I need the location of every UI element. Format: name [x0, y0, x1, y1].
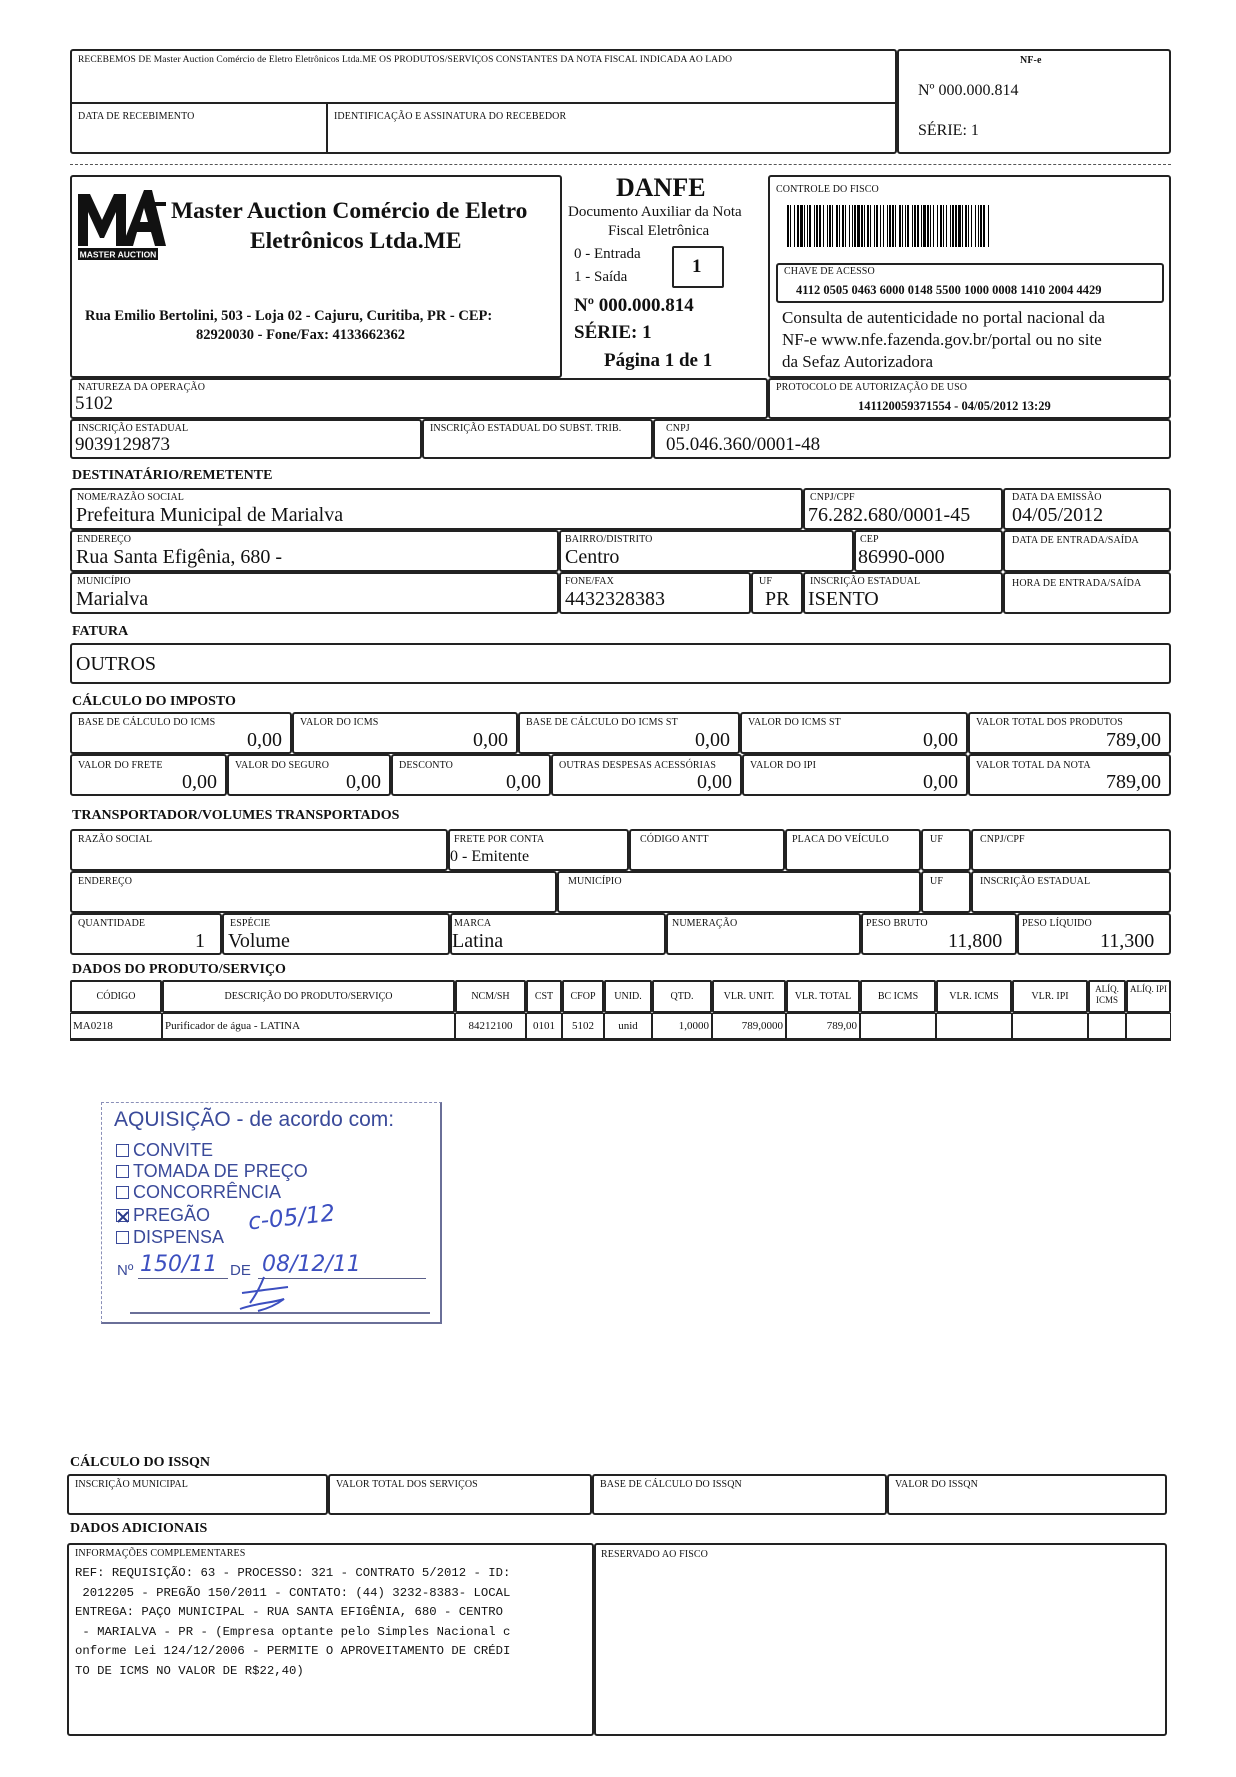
emitente-address-line2: 82920030 - Fone/Fax: 4133662362: [196, 327, 406, 343]
danfe-entrada: 0 - Entrada: [574, 246, 641, 262]
stamp-checkbox-icon: [116, 1186, 129, 1199]
cnpj-emitente-value: 05.046.360/0001-48: [666, 434, 821, 455]
issqn-field-label: VALOR TOTAL DOS SERVIÇOS: [336, 1479, 478, 1490]
produtos-header-label: NCM/SH: [471, 991, 510, 1002]
transp-peso-liquido-value: 11,300: [1100, 930, 1155, 952]
produtos-cell: 1,0000: [678, 1020, 709, 1032]
produtos-cell: 0101: [533, 1020, 555, 1032]
imposto-field-value: 0,00: [247, 729, 282, 751]
stamp-option-label: CONCORRÊNCIA: [133, 1182, 282, 1202]
stamp-pregao-annotation: c-05/12: [246, 1200, 337, 1236]
info-line: ENTREGA: PAÇO MUNICIPAL - RUA SANTA EFIGÊNIA, 680 - CENTRO: [75, 1605, 504, 1619]
natureza-label: NATUREZA DA OPERAÇÃO: [78, 382, 206, 393]
transp-quantidade-value: 1: [195, 930, 205, 952]
canhoto-divider: [70, 102, 897, 104]
identificacao-assinatura-label: IDENTIFICAÇÃO E ASSINATURA DO RECEBEDOR: [334, 111, 567, 122]
consulta-line3: da Sefaz Autorizadora: [782, 352, 934, 371]
produtos-header-label: UNID.: [614, 991, 642, 1002]
transp-frete-label: FRETE POR CONTA: [454, 834, 545, 845]
dest-endereco-value: Rua Santa Efigênia, 680 -: [76, 546, 283, 568]
dest-cnpj-value: 76.282.680/0001-45: [808, 504, 971, 526]
produtos-header-label: VLR. IPI: [1031, 991, 1069, 1002]
imposto-field-label: VALOR DO ICMS ST: [748, 717, 841, 728]
imposto-field-value: 789,00: [1106, 729, 1161, 751]
transp-uf2-label: UF: [930, 876, 943, 887]
produtos-header-label: BC ICMS: [877, 991, 919, 1002]
chave-acesso: 4112 0505 0463 6000 0148 5500 1000 0008 1410 2004 4429: [796, 283, 1102, 297]
info-line: TO DE ICMS NO VALOR DE R$22,40): [75, 1663, 304, 1678]
chave-acesso-label: CHAVE DE ACESSO: [784, 266, 875, 277]
stamp-signature-icon: [236, 1273, 306, 1315]
produtos-header-label: CST: [534, 991, 554, 1002]
data-recebimento-label: DATA DE RECEBIMENTO: [78, 111, 195, 122]
danfe-subtitle-line2: Fiscal Eletrônica: [608, 223, 710, 239]
issqn-field-label: BASE DE CÁLCULO DO ISSQN: [600, 1479, 742, 1490]
stamp-numero-underline: [138, 1278, 228, 1279]
transp-placa-label: PLACA DO VEÍCULO: [792, 834, 889, 845]
produtos-header-label: VLR. UNIT.: [723, 991, 775, 1002]
dest-bairro-label: BAIRRO/DISTRITO: [565, 534, 653, 545]
stamp-checkbox-checked-icon: [116, 1209, 129, 1222]
stamp-numero-prefix: Nº: [117, 1262, 134, 1279]
produtos-bottom-rule: [70, 1039, 1171, 1041]
dest-cep-value: 86990-000: [858, 546, 945, 568]
stamp-option-label: CONVITE: [133, 1140, 214, 1160]
produtos-cell: 5102: [572, 1020, 594, 1032]
stamp-option-label: PREGÃO: [133, 1205, 211, 1225]
dest-cnpj-label: CNPJ/CPF: [810, 492, 855, 503]
produtos-cell: MA0218: [73, 1020, 113, 1032]
dest-nome-value: Prefeitura Municipal de Marialva: [76, 504, 344, 526]
canhoto-recebemos-text: RECEBEMOS DE Master Auction Comércio de Eletro Eletrônicos Ltda.ME OS PRODUTOS/SERVIÇOS CONSTANTES DA NOTA FISCAL INDICADA AO LADO: [78, 55, 733, 65]
ie-value: 9039129873: [75, 434, 170, 455]
dest-ie-label: INSCRIÇÃO ESTADUAL: [810, 576, 921, 587]
dest-hora-label: HORA DE ENTRADA/SAÍDA: [1012, 578, 1142, 589]
dest-emissao-value: 04/05/2012: [1012, 504, 1104, 526]
produtos-cell: Purificador de água - LATINA: [165, 1020, 301, 1032]
transp-peso-bruto-value: 11,800: [948, 930, 1003, 952]
produtos-header-label: CÓDIGO: [96, 991, 136, 1002]
imposto-field-label: BASE DE CÁLCULO DO ICMS: [78, 717, 216, 728]
natureza-value: 5102: [75, 393, 113, 414]
produtos-cell: 789,00: [826, 1020, 857, 1032]
canhoto-nfe-label: NF-e: [1020, 55, 1042, 66]
canhoto-numero: Nº 000.000.814: [918, 82, 1019, 99]
dest-entrada-saida-label: DATA DE ENTRADA/SAÍDA: [1012, 535, 1139, 546]
imposto-field-value: 0,00: [346, 771, 381, 793]
stamp-checkbox-icon: [116, 1144, 129, 1157]
dest-fone-value: 4432328383: [565, 588, 665, 610]
produtos-header-label: CFOP: [570, 991, 596, 1002]
danfe-title: DANFE: [616, 173, 706, 202]
danfe-numero: Nº 000.000.814: [574, 295, 694, 316]
controle-fisco-label: CONTROLE DO FISCO: [776, 184, 879, 195]
info-complementares-label: INFORMAÇÕES COMPLEMENTARES: [75, 1548, 246, 1559]
dest-emissao-label: DATA DA EMISSÃO: [1012, 492, 1102, 503]
produtos-cell-box: [860, 1013, 936, 1039]
transp-peso-bruto-label: PESO BRUTO: [866, 918, 928, 929]
imposto-field-label: VALOR DO FRETE: [78, 760, 163, 771]
stamp-checkbox-icon: [116, 1231, 129, 1244]
imposto-field-label: VALOR TOTAL DOS PRODUTOS: [976, 717, 1123, 728]
imposto-field-label: DESCONTO: [399, 760, 453, 771]
destinatario-section-title: DESTINATÁRIO/REMETENTE: [72, 468, 273, 483]
info-line: REF: REQUISIÇÃO: 63 - PROCESSO: 321 - CONTRATO 5/2012 - ID:: [75, 1566, 511, 1580]
stamp-option-label: TOMADA DE PREÇO: [133, 1161, 308, 1181]
produtos-cell: 789,0000: [741, 1020, 783, 1032]
dest-endereco-label: ENDEREÇO: [77, 534, 132, 545]
danfe-subtitle-line1: Documento Auxiliar da Nota: [568, 204, 742, 220]
stamp-numero: 150/11: [140, 1252, 218, 1277]
issqn-field-label: INSCRIÇÃO MUNICIPAL: [75, 1479, 188, 1490]
transp-especie-value: Volume: [228, 930, 290, 952]
emitente-address-line1: Rua Emilio Bertolini, 503 - Loja 02 - Cajuru, Curitiba, PR - CEP:: [85, 308, 493, 324]
transp-quantidade-label: QUANTIDADE: [78, 918, 146, 929]
produtos-header-label: QTD.: [670, 991, 694, 1002]
fatura-box: [70, 643, 1171, 684]
issqn-section-title: CÁLCULO DO ISSQN: [70, 1455, 211, 1470]
produtos-header-label: ALÍQ. IPI: [1130, 984, 1167, 994]
imposto-field-label: VALOR TOTAL DA NOTA: [976, 760, 1091, 771]
imposto-field-label: VALOR DO SEGURO: [235, 760, 330, 771]
ie-label: INSCRIÇÃO ESTADUAL: [78, 423, 189, 434]
emitente-name-line2: Eletrônicos Ltda.ME: [250, 228, 462, 254]
logo-text: MASTER AUCTION: [79, 249, 157, 260]
reservado-fisco-box: [594, 1543, 1167, 1736]
transp-marca-label: MARCA: [454, 918, 492, 929]
dest-bairro-value: Centro: [565, 546, 620, 568]
produtos-cell: unid: [618, 1020, 638, 1032]
transp-antt-label: CÓDIGO ANTT: [640, 834, 709, 845]
imposto-field-label: OUTRAS DESPESAS ACESSÓRIAS: [559, 760, 717, 771]
imposto-field-value: 0,00: [506, 771, 541, 793]
produtos-cell-box: [1012, 1013, 1088, 1039]
transp-especie-label: ESPÉCIE: [230, 918, 271, 929]
transp-endereco-label: ENDEREÇO: [78, 876, 133, 887]
transp-ie-label: INSCRIÇÃO ESTADUAL: [980, 876, 1091, 887]
info-line: - MARIALVA - PR - (Empresa optante pelo Simples Nacional c: [75, 1624, 511, 1639]
stamp-de-label: DE: [230, 1262, 251, 1279]
fatura-value: OUTROS: [76, 653, 157, 675]
produtos-cell-box: [1126, 1013, 1171, 1039]
stamp-data: 08/12/11: [262, 1252, 361, 1277]
transp-peso-liquido-label: PESO LÍQUIDO: [1022, 918, 1092, 929]
dest-cep-label: CEP: [860, 534, 879, 545]
transp-marca-value: Latina: [452, 930, 504, 952]
master-auction-logo: [76, 186, 168, 264]
stamp-option-label: DISPENSA: [133, 1227, 225, 1247]
canhoto-serie: SÉRIE: 1: [918, 122, 979, 139]
danfe-pagina: Página 1 de 1: [604, 350, 713, 371]
stamp-bottom-rule: [130, 1312, 430, 1314]
danfe-saida: 1 - Saída: [574, 269, 628, 285]
produtos-cell: 84212100: [468, 1020, 513, 1032]
protocolo-label: PROTOCOLO DE AUTORIZAÇÃO DE USO: [776, 382, 968, 393]
dest-nome-label: NOME/RAZÃO SOCIAL: [77, 492, 184, 503]
protocolo-value: 141120059371554 - 04/05/2012 13:29: [858, 399, 1051, 413]
imposto-field-value: 789,00: [1106, 771, 1161, 793]
dest-ie-value: ISENTO: [808, 588, 879, 610]
ie-st-label: INSCRIÇÃO ESTADUAL DO SUBST. TRIB.: [430, 423, 622, 434]
info-line: onforme Lei 124/12/2006 - PERMITE O APROVEITAMENTO DE CRÉDI: [75, 1644, 511, 1658]
imposto-field-value: 0,00: [697, 771, 732, 793]
transportador-section-title: TRANSPORTADOR/VOLUMES TRANSPORTADOS: [72, 808, 400, 823]
imposto-section-title: CÁLCULO DO IMPOSTO: [72, 694, 236, 709]
cut-line: [70, 164, 1171, 165]
imposto-field-value: 0,00: [923, 771, 958, 793]
dest-municipio-value: Marialva: [76, 588, 149, 610]
imposto-field-label: VALOR DO IPI: [750, 760, 817, 771]
imposto-field-label: VALOR DO ICMS: [300, 717, 379, 728]
imposto-field-label: BASE DE CÁLCULO DO ICMS ST: [526, 717, 678, 728]
danfe-serie: SÉRIE: 1: [574, 322, 652, 343]
transp-endereco-box: [70, 871, 557, 913]
imposto-field-value: 0,00: [923, 729, 958, 751]
imposto-field-value: 0,00: [695, 729, 730, 751]
produtos-header-label: ALÍQ. ICMS: [1095, 984, 1119, 1005]
imposto-field-value: 0,00: [473, 729, 508, 751]
transp-cnpj-label: CNPJ/CPF: [980, 834, 1025, 845]
transp-uf-box: [921, 829, 971, 871]
dest-municipio-label: MUNICÍPIO: [77, 576, 131, 587]
danfe-tipo: 1: [692, 256, 702, 277]
dest-uf-label: UF: [759, 576, 772, 587]
produtos-cell-box: [936, 1013, 1012, 1039]
stamp-title: AQUISIÇÃO - de acordo com:: [114, 1108, 395, 1131]
produtos-cell-box: [1088, 1013, 1126, 1039]
transp-uf2-box: [921, 871, 971, 913]
barcode: [787, 205, 1152, 247]
consulta-line1: Consulta de autenticidade no portal nacional da: [782, 308, 1105, 327]
consulta-line2: NF-e www.nfe.fazenda.gov.br/portal ou no site: [782, 330, 1102, 349]
emitente-name-line1: Master Auction Comércio de Eletro: [171, 198, 528, 224]
produtos-header-label: VLR. ICMS: [949, 991, 999, 1002]
info-line: 2012205 - PREGÃO 150/2011 - CONTATO: (44) 3232-8383- LOCAL: [75, 1585, 511, 1600]
canhoto-vdivider: [326, 102, 328, 154]
dest-fone-label: FONE/FAX: [565, 576, 614, 587]
imposto-field-value: 0,00: [182, 771, 217, 793]
fatura-section-title: FATURA: [72, 624, 129, 639]
produtos-header-label: DESCRIÇÃO DO PRODUTO/SERVIÇO: [224, 991, 393, 1002]
dest-uf-value: PR: [765, 588, 790, 610]
reservado-fisco-label: RESERVADO AO FISCO: [601, 1549, 708, 1560]
transp-municipio-label: MUNICÍPIO: [568, 876, 622, 887]
produtos-header-label: VLR. TOTAL: [794, 991, 852, 1002]
transp-frete-value: 0 - Emitente: [450, 848, 530, 865]
adicionais-section-title: DADOS ADICIONAIS: [70, 1521, 208, 1536]
produtos-section-title: DADOS DO PRODUTO/SERVIÇO: [72, 962, 286, 977]
transp-uf-label: UF: [930, 834, 943, 845]
transp-razao-label: RAZÃO SOCIAL: [78, 834, 153, 845]
issqn-field-label: VALOR DO ISSQN: [895, 1479, 978, 1490]
stamp-checkbox-icon: [116, 1165, 129, 1178]
cnpj-emitente-label: CNPJ: [666, 423, 690, 434]
transp-numeracao-label: NUMERAÇÃO: [672, 918, 738, 929]
